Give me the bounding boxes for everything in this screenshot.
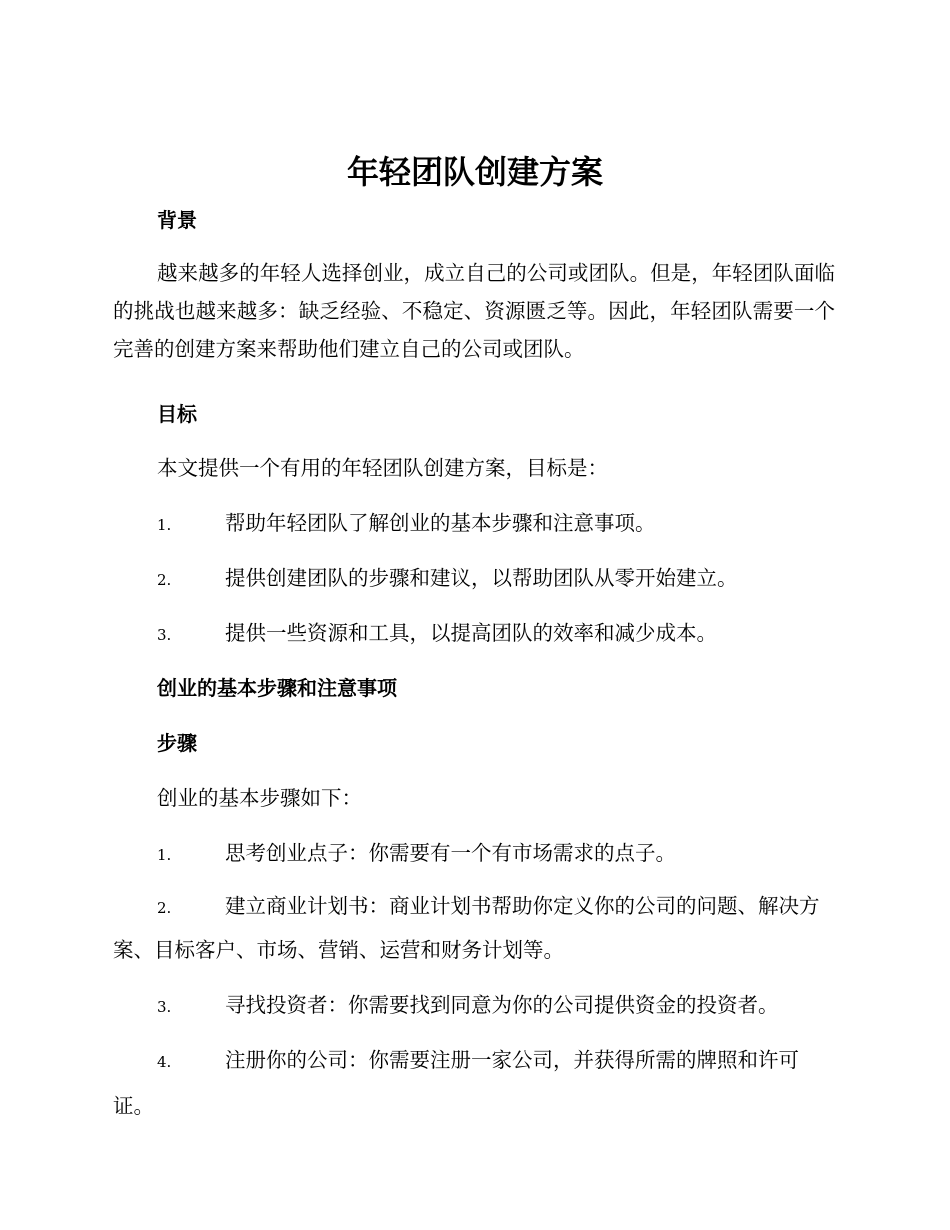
list-text: 提供创建团队的步骤和建议，以帮助团队从零开始建立。 [225,566,738,590]
heading-background: 背景 [157,208,197,232]
list-text: 寻找投资者：你需要找到同意为你的公司提供资金的投资者。 [225,993,779,1017]
list-item [113,500,835,548]
list-item [113,610,835,658]
list-number: 2. [157,899,172,917]
list-item [113,555,835,603]
goals-intro: 本文提供一个有用的年轻团队创建方案，目标是： [157,456,608,480]
background-paragraph: 越来越多的年轻人选择创业，成立自己的公司或团队。但是，年轻团队面临的挑战也越来越多：缺乏经验、不稳定、资源匮乏等。因此，年轻团队需要一个完善的创建方案来帮助他们建立自己的公司或团队。 [113,261,835,361]
list-text: 提供一些资源和工具，以提高团队的效率和减少成本。 [225,621,717,645]
list-item [113,830,835,878]
list-text: 帮助年轻团队了解创业的基本步骤和注意事项。 [225,511,656,535]
list-number: 3. [157,998,172,1016]
document-title: 年轻团队创建方案 [346,153,603,191]
list-number: 1. [157,516,172,534]
heading-goals: 目标 [157,402,197,426]
list-text: 思考创业点子：你需要有一个有市场需求的点子。 [225,841,676,865]
steps-intro: 创业的基本步骤如下： [157,786,362,810]
list-item [113,1038,835,1128]
list-number: 2. [157,571,172,589]
list-text: 注册你的公司：你需要注册一家公司，并获得所需的牌照和许可证。 [113,1048,799,1118]
list-number: 1. [157,846,172,864]
heading-steps: 步骤 [157,731,197,755]
list-item [113,982,835,1030]
list-text: 建立商业计划书：商业计划书帮助你定义你的公司的问题、解决方案、目标客户、市场、营销、运营和财务计划等。 [113,894,820,962]
list-number: 3. [157,626,172,644]
list-number: 4. [157,1053,172,1071]
list-item [113,885,835,971]
heading-basics: 创业的基本步骤和注意事项 [157,676,397,700]
